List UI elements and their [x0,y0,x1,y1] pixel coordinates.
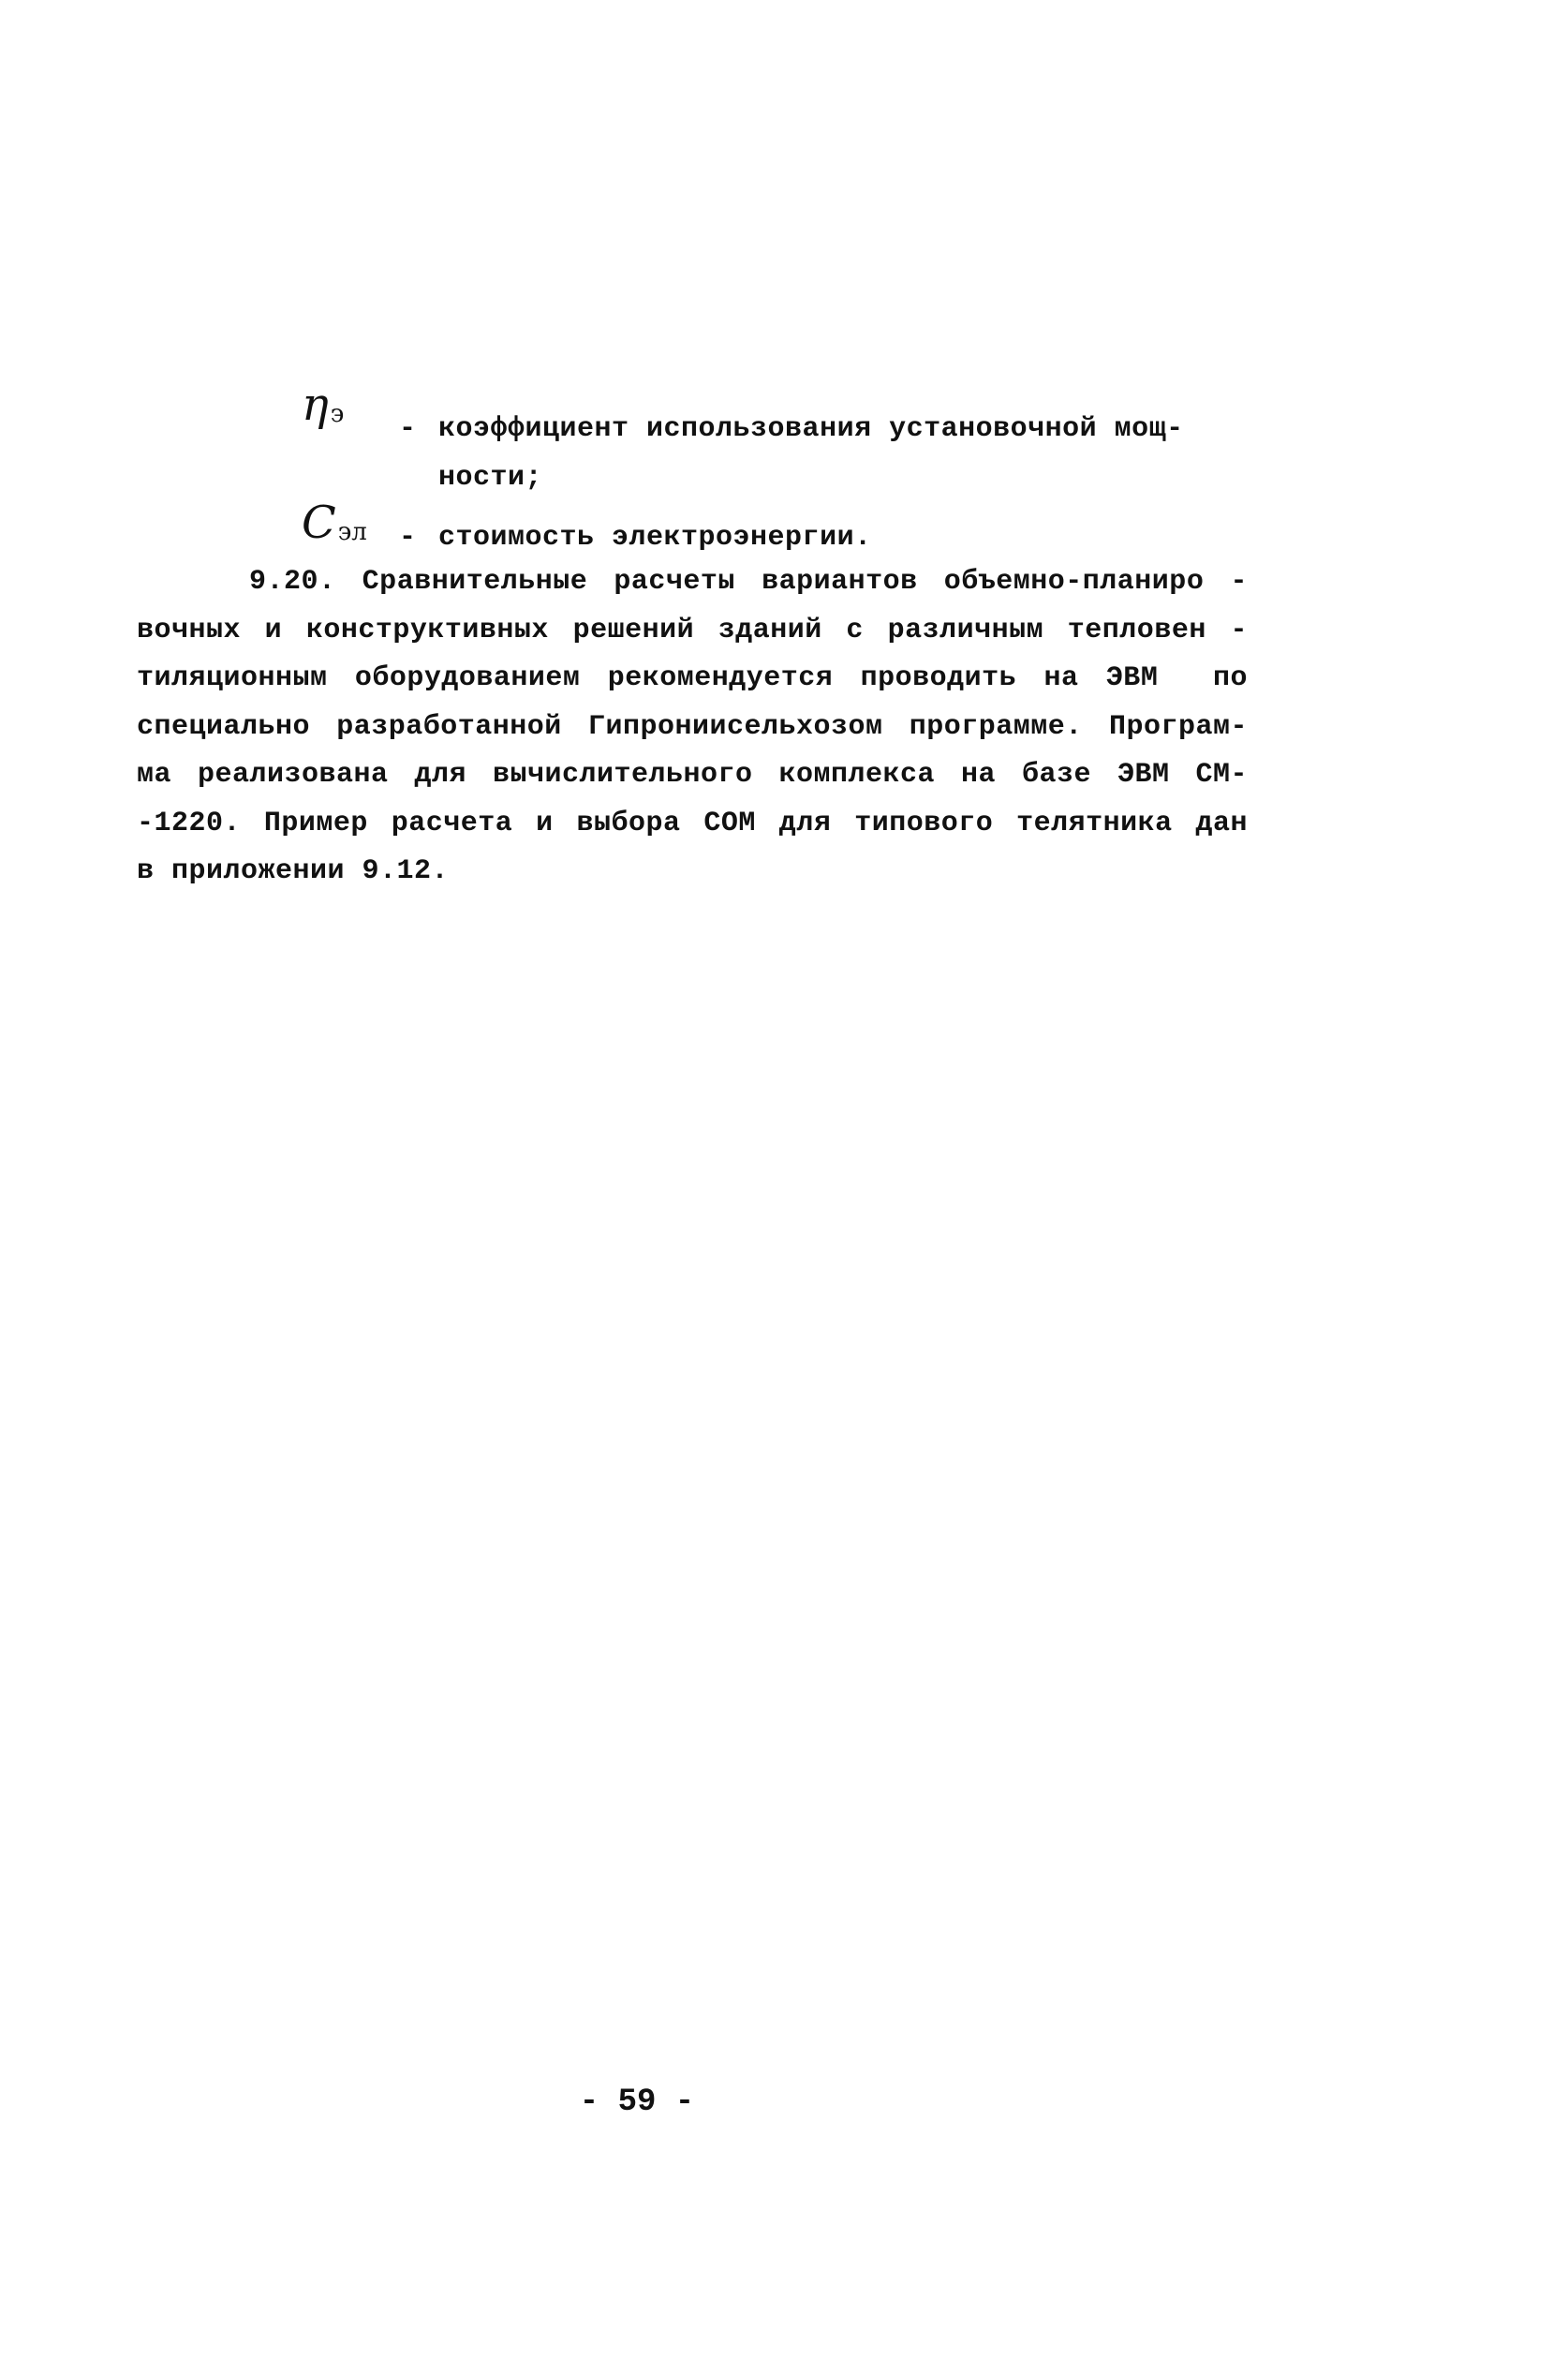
symbol-main: η [302,378,329,431]
definition-eta [302,378,1248,504]
symbol-subscript: эл [337,518,367,546]
paragraph-line: -1220. Пример расчета и выбора СОМ для типового телятника дан [137,807,1248,839]
symbol-cost [302,497,386,555]
symbol-eta [302,378,386,437]
paragraph-line: ма реализована для вычислительного комплекса на базе ЭВМ СМ- [137,759,1248,791]
symbol-subscript: э [330,400,345,428]
paragraph-line: 9.20. Сравнительные расчеты вариантов объемно-планиро - [249,566,1248,598]
definition-line-1: стоимость электроэнергии. [438,522,872,554]
paragraph-line: специально разработанной Гипрониисельхозом программе. Програм- [137,710,1248,743]
page-number: - 59 - [579,2085,695,2120]
definition-text [399,405,1242,502]
paragraph-line: в приложении 9.12. [137,855,450,887]
definition-dash: - [399,522,417,554]
definition-cost [302,497,1248,566]
definition-line-1: коэффициент использования установочной мощ- [438,413,1184,445]
definition-dash: - [399,413,417,445]
paragraph-9-20 [137,558,1248,897]
paragraph-line: вочных и конструктивных решений зданий с различным тепловен - [137,614,1248,646]
symbol-main: C [302,497,336,549]
paragraph-line: тиляционным оборудованием рекомендуется проводить на ЭВМ по [137,662,1248,694]
definition-line-2: ности; [438,462,543,494]
definition-text [399,513,1242,562]
